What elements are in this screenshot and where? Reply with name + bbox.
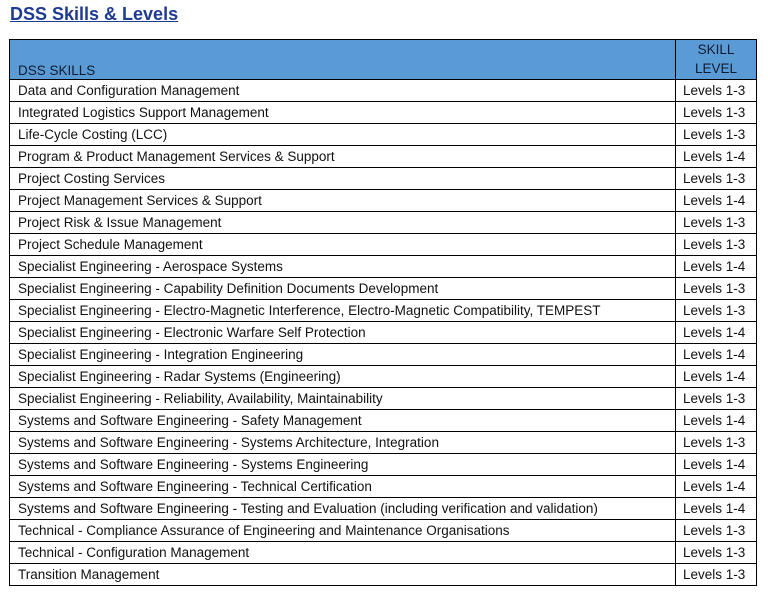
column-header-skill-level: [676, 40, 757, 80]
level-cell: Levels 1-4: [676, 146, 757, 168]
header-row: [10, 40, 757, 80]
table-row: [10, 256, 757, 278]
level-cell: Levels 1-4: [676, 344, 757, 366]
skill-cell: Systems and Software Engineering - Safety Management: [10, 410, 676, 432]
skill-cell: Specialist Engineering - Radar Systems (Engineering): [10, 366, 676, 388]
level-cell: Levels 1-3: [676, 212, 757, 234]
table-row: [10, 454, 757, 476]
level-cell: Levels 1-3: [676, 520, 757, 542]
level-cell: Levels 1-4: [676, 476, 757, 498]
level-cell: Levels 1-4: [676, 410, 757, 432]
table-row: [10, 146, 757, 168]
table-row: [10, 388, 757, 410]
skill-cell: Technical - Configuration Management: [10, 542, 676, 564]
table-body: [10, 80, 757, 586]
skill-cell: Systems and Software Engineering - Technical Certification: [10, 476, 676, 498]
table-row: [10, 190, 757, 212]
level-cell: Levels 1-4: [676, 256, 757, 278]
level-cell: Levels 1-3: [676, 542, 757, 564]
skill-cell: Data and Configuration Management: [10, 80, 676, 102]
skills-table: [9, 39, 757, 586]
level-cell: Levels 1-3: [676, 388, 757, 410]
table-row: [10, 234, 757, 256]
table-header: [10, 40, 757, 80]
skill-cell: Specialist Engineering - Capability Definition Documents Development: [10, 278, 676, 300]
skill-cell: Project Risk & Issue Management: [10, 212, 676, 234]
level-cell: Levels 1-3: [676, 234, 757, 256]
skill-cell: Specialist Engineering - Electronic Warfare Self Protection: [10, 322, 676, 344]
table-row: [10, 278, 757, 300]
table-row: [10, 102, 757, 124]
table-row: [10, 476, 757, 498]
table-row: [10, 212, 757, 234]
table-row: [10, 344, 757, 366]
skill-cell: Specialist Engineering - Electro-Magnetic Interference, Electro-Magnetic Compatibility, TEMPEST: [10, 300, 676, 322]
table-row: [10, 410, 757, 432]
table-row: [10, 124, 757, 146]
level-cell: Levels 1-3: [676, 168, 757, 190]
level-cell: Levels 1-3: [676, 80, 757, 102]
table-row: [10, 520, 757, 542]
skill-cell: Specialist Engineering - Reliability, Availability, Maintainability: [10, 388, 676, 410]
skill-cell: Life-Cycle Costing (LCC): [10, 124, 676, 146]
table-row: [10, 432, 757, 454]
level-cell: Levels 1-3: [676, 432, 757, 454]
table-row: [10, 564, 757, 586]
level-cell: Levels 1-4: [676, 498, 757, 520]
table-row: [10, 300, 757, 322]
column-header-level-line1: SKILL: [697, 42, 735, 57]
table-row: [10, 168, 757, 190]
level-cell: Levels 1-4: [676, 190, 757, 212]
table-row: [10, 542, 757, 564]
skill-cell: Integrated Logistics Support Management: [10, 102, 676, 124]
skill-cell: Transition Management: [10, 564, 676, 586]
skill-cell: Technical - Compliance Assurance of Engineering and Maintenance Organisations: [10, 520, 676, 542]
level-cell: Levels 1-3: [676, 278, 757, 300]
skill-cell: Project Management Services & Support: [10, 190, 676, 212]
level-cell: Levels 1-3: [676, 564, 757, 586]
table-row: [10, 322, 757, 344]
table-row: [10, 498, 757, 520]
column-header-level-line2: LEVEL: [694, 61, 738, 76]
skill-cell: Systems and Software Engineering - Systems Engineering: [10, 454, 676, 476]
skill-cell: Program & Product Management Services & Support: [10, 146, 676, 168]
level-cell: Levels 1-3: [676, 102, 757, 124]
page-title: DSS Skills & Levels: [10, 4, 179, 24]
skill-cell: Project Costing Services: [10, 168, 676, 190]
column-header-skills: DSS SKILLS: [10, 40, 676, 80]
level-cell: Levels 1-4: [676, 322, 757, 344]
table-row: [10, 80, 757, 102]
level-cell: Levels 1-4: [676, 366, 757, 388]
skill-cell: Specialist Engineering - Aerospace Systems: [10, 256, 676, 278]
skill-cell: Systems and Software Engineering - Systems Architecture, Integration: [10, 432, 676, 454]
level-cell: Levels 1-3: [676, 300, 757, 322]
skill-cell: Systems and Software Engineering - Testing and Evaluation (including verification and validation): [10, 498, 676, 520]
level-cell: Levels 1-4: [676, 454, 757, 476]
level-cell: Levels 1-3: [676, 124, 757, 146]
skill-cell: Specialist Engineering - Integration Engineering: [10, 344, 676, 366]
skill-cell: Project Schedule Management: [10, 234, 676, 256]
table-row: [10, 366, 757, 388]
